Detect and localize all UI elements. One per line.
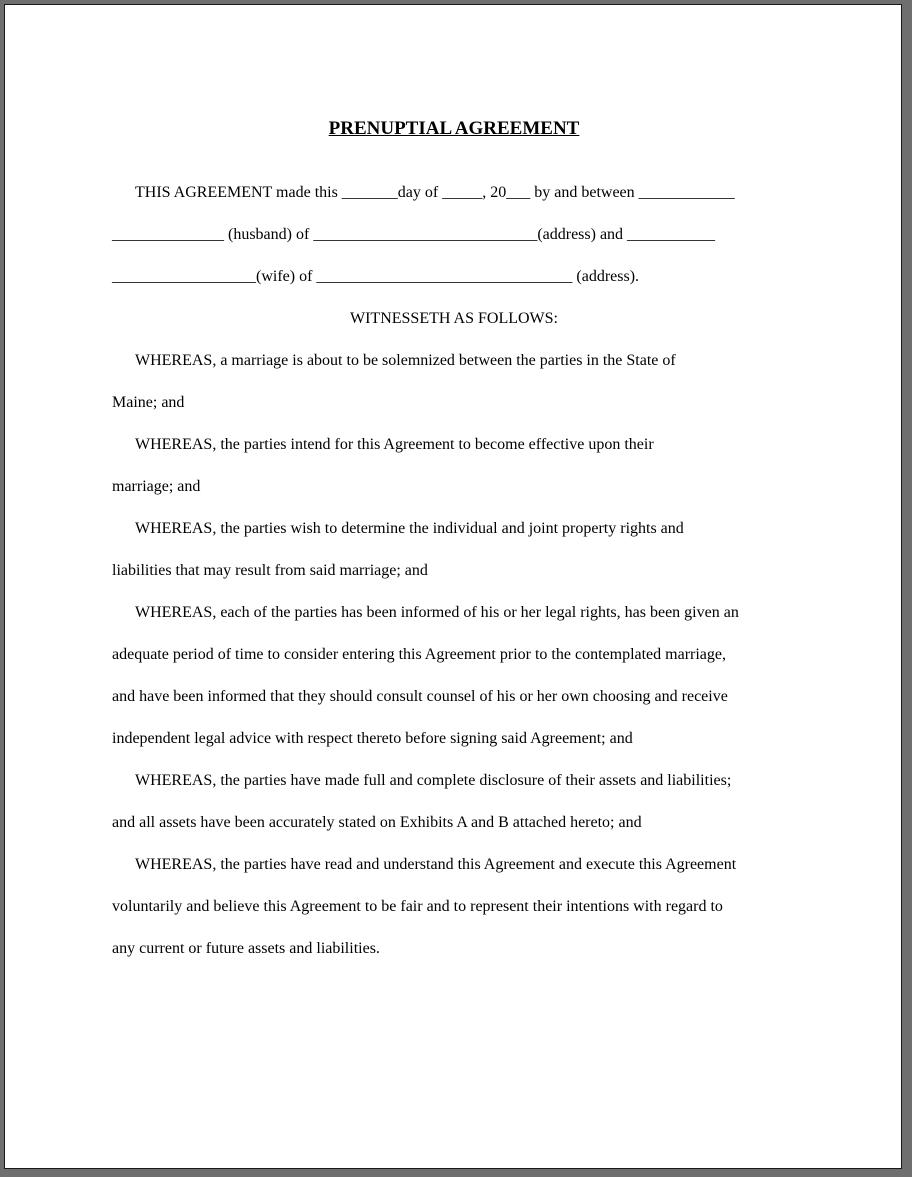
body-line: marriage; and bbox=[112, 478, 201, 495]
body-line: adequate period of time to consider entering this Agreement prior to the contemplated marriage, bbox=[112, 646, 727, 663]
whereas-line: WHEREAS, each of the parties has been informed of his or her legal rights, has been given an bbox=[135, 604, 739, 621]
witnesseth-heading: WITNESSETH AS FOLLOWS: bbox=[350, 310, 558, 327]
whereas-line: WHEREAS, the parties intend for this Agreement to become effective upon their bbox=[135, 436, 654, 453]
body-line: and have been informed that they should consult counsel of his or her own choosing and receive bbox=[112, 688, 728, 705]
whereas-line: WHEREAS, the parties have read and understand this Agreement and execute this Agreement bbox=[135, 856, 737, 873]
whereas-line: WHEREAS, the parties have made full and complete disclosure of their assets and liabilities; bbox=[135, 772, 732, 789]
body-line: any current or future assets and liabilities. bbox=[112, 940, 380, 957]
body-line: independent legal advice with respect thereto before signing said Agreement; and bbox=[112, 730, 633, 747]
husband-line: ______________ (husband) of ____________________________(address) and ___________ bbox=[112, 226, 716, 243]
whereas-line: WHEREAS, a marriage is about to be solemnized between the parties in the State of bbox=[135, 352, 676, 369]
wife-line: __________________(wife) of ________________________________ (address). bbox=[112, 268, 640, 285]
agreement-date-line: THIS AGREEMENT made this _______day of _____, 20___ by and between ____________ bbox=[135, 184, 735, 201]
document-title: PRENUPTIAL AGREEMENT bbox=[328, 118, 580, 139]
body-line: Maine; and bbox=[112, 394, 185, 411]
body-line: and all assets have been accurately stated on Exhibits A and B attached hereto; and bbox=[112, 814, 642, 831]
body-line: voluntarily and believe this Agreement to be fair and to represent their intentions with regard to bbox=[112, 898, 723, 915]
body-line: liabilities that may result from said marriage; and bbox=[112, 562, 428, 579]
whereas-line: WHEREAS, the parties wish to determine the individual and joint property rights and bbox=[135, 520, 684, 537]
document-page bbox=[4, 4, 902, 1169]
